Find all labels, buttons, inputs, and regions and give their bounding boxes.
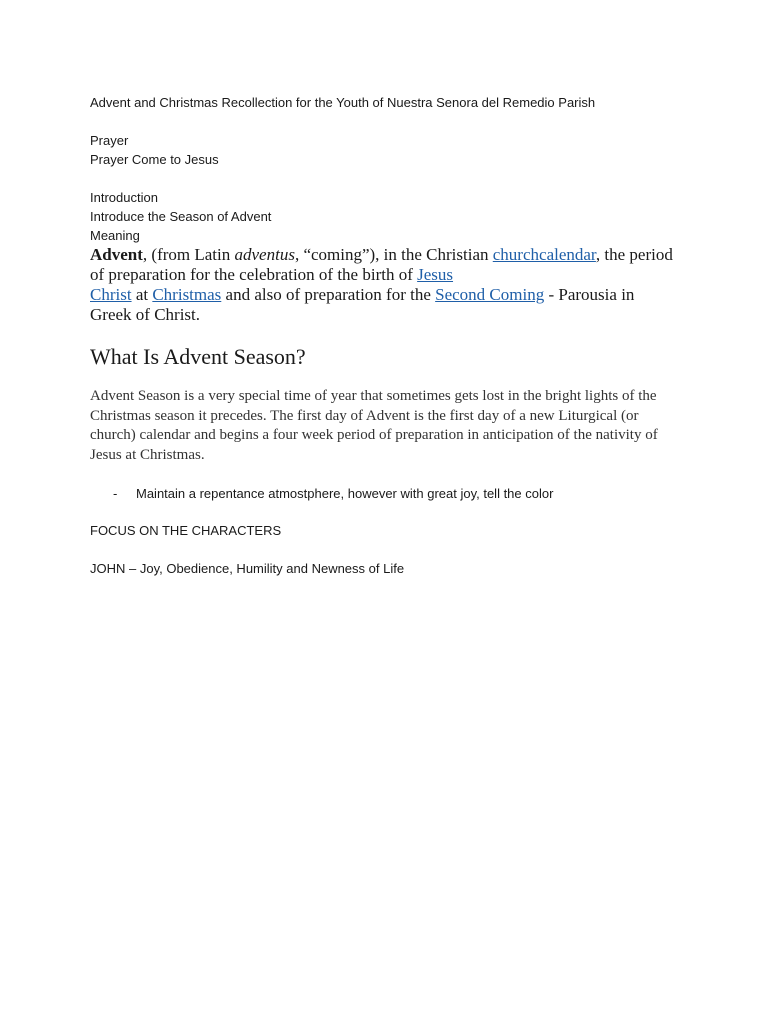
section-paragraph: Advent Season is a very special time of year that sometimes gets lost in the bright lights of the Christmas season it precedes. The first day of Advent is the first day of a new Liturgical (or church) calendar and begins a four week period of preparation in anticipation of the nativity of Jesus at Christmas. [90,388,658,463]
introduction-heading: Introduction [90,190,158,205]
definition-text: at [131,285,153,304]
meaning-heading: Meaning [90,228,140,243]
advent-definition [90,245,680,325]
definition-latin-word: adventus [234,245,295,264]
definition-text: , the period of preparation for the celebration of the birth of [90,245,673,284]
definition-text: , “coming”), in the Christian [294,245,493,264]
second-coming-link[interactable]: Second Coming [435,285,545,304]
definition-text: and also of preparation for the [221,285,436,304]
bullet-marker: - [113,486,118,501]
christ-link[interactable]: Christ [90,285,132,304]
prayer-item: Prayer Come to Jesus [90,152,219,167]
prayer-heading: Prayer [90,133,129,148]
church-calendar-link[interactable]: churchcalendar [492,245,596,264]
definition-term: Advent [90,245,143,264]
bullet-text: Maintain a repentance atmostphere, however with great joy, tell the color [136,486,554,501]
document-title: Advent and Christmas Recollection for the Youth of Nuestra Senora del Remedio Parish [90,95,596,110]
definition-text: - Parousia in Greek of Christ. [90,285,635,324]
jesus-link[interactable]: Jesus [417,265,454,284]
john-characters-line: JOHN – Joy, Obedience, Humility and Newness of Life [90,561,405,576]
christmas-link[interactable]: Christmas [152,285,222,304]
focus-heading: FOCUS ON THE CHARACTERS [90,523,282,538]
definition-text: , (from Latin [142,245,235,264]
section-heading: What Is Advent Season? [90,344,306,369]
introduction-item: Introduce the Season of Advent [90,209,272,224]
